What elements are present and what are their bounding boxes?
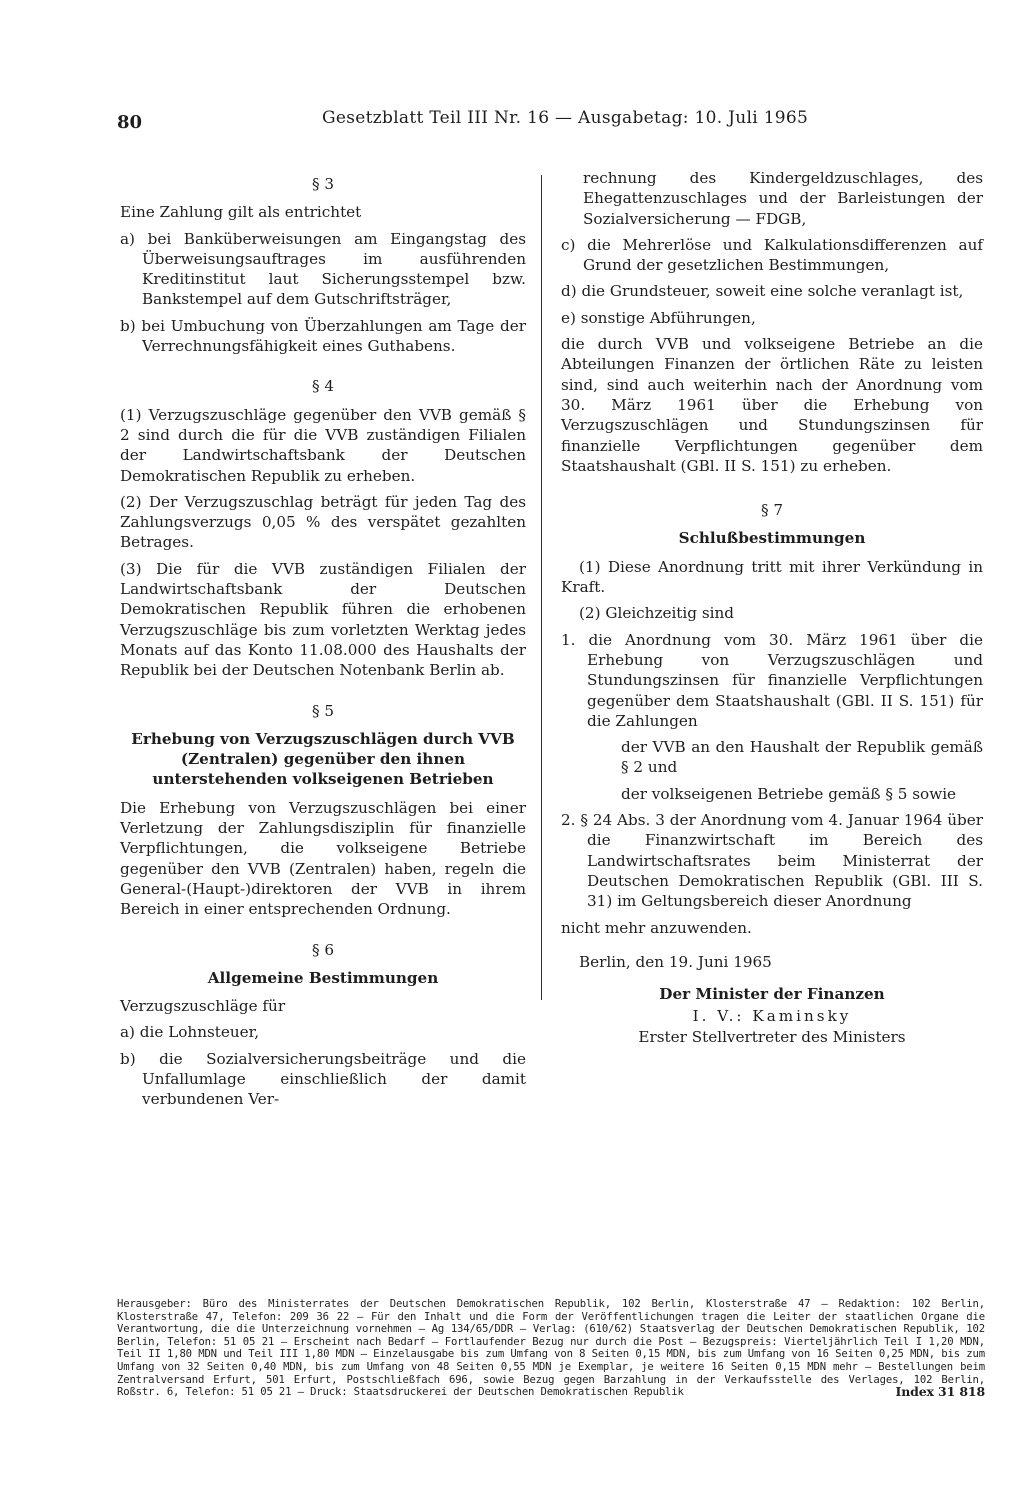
imprint-footer xyxy=(117,1298,985,1399)
section-5-paragraph: Die Erhebung von Verzugszuschlägen bei einer Verletzung der Zahlungsdisziplin für finanzielle Verpflichtungen, die volkseigene Betriebe gegenüber den VVB (Zentralen) haben, regeln die General-(Haupt-)direktoren der VVB in ihrem Bereich in einer entsprechenden Ordnung. xyxy=(120,798,526,919)
section-7-paragraph-1: (1) Diese Anordnung tritt mit ihrer Verkündung in Kraft. xyxy=(561,557,983,597)
section-7-closing: nicht mehr anzuwenden. xyxy=(561,918,752,937)
page-number: 80 xyxy=(117,112,143,133)
section-5-number: § 5 xyxy=(311,701,335,720)
section-5-title: Erhebung von Verzugszuschlägen durch VVB (Zentralen) gegenüber den ihnen unterstehenden volkseigenen Betrieben xyxy=(131,729,515,789)
section-6-item-b-continued: rechnung des Kindergeldzuschlages, des Ehegattenzuschlages und der Barleistungen der Sozialversicherung — FDGB, xyxy=(583,169,983,228)
signature-title: Der Minister der Finanzen xyxy=(659,985,885,1004)
section-4-number: § 4 xyxy=(311,377,335,396)
section-7-item-1: 1. die Anordnung vom 30. März 1961 über die Erhebung von Verzugszuschlägen und Stundungszinsen für finanzielle Verpflichtungen gegenüber dem Staatshaushalt (GBl. II S. 151) für die Zahlungen xyxy=(561,630,983,730)
section-6-item-a: a) die Lohnsteuer, xyxy=(120,1023,260,1042)
signature-name: I. V.: Kaminsky xyxy=(692,1007,852,1026)
section-4-paragraph-3: (3) Die für die VVB zuständigen Filialen der Landwirtschaftsbank der Deutschen Demokratischen Republik führen die erhobenen Verzugszuschläge bis zum vorletzten Werktag jedes Monats auf das Konto 11.08.000 des Haushalts der Republik bei der Deutschen Notenbank Berlin ab. xyxy=(120,559,526,680)
section-7-item-1b: der volkseigenen Betriebe gemäß § 5 sowie xyxy=(621,784,957,803)
column-rule xyxy=(541,175,542,1000)
section-6-intro: Verzugszuschläge für xyxy=(120,997,286,1016)
section-3-item-a: a) bei Banküberweisungen am Eingangstag des Überweisungsauftrages im ausführenden Kreditinstitut laut Sicherungsstempel bzw. Bankstempel auf dem Gutschriftsträger, xyxy=(120,229,526,309)
section-3-item-b: b) bei Umbuchung von Überzahlungen am Tage der Verrechnungsfähigkeit eines Guthabens. xyxy=(120,316,526,356)
left-column xyxy=(120,168,526,1116)
section-7-number: § 7 xyxy=(760,501,784,520)
section-3-number: § 3 xyxy=(311,175,335,193)
signature-role: Erster Stellvertreter des Ministers xyxy=(638,1027,906,1046)
section-7-item-2: 2. § 24 Abs. 3 der Anordnung vom 4. Januar 1964 über die Finanzwirtschaft im Bereich des Landwirtschaftsrates beim Ministerrat der Deutschen Demokratischen Republik (GBl. III S. 31) im Geltungsbereich dieser Anordnung xyxy=(561,811,983,911)
section-4-paragraph-1: (1) Verzugszuschläge gegenüber den VVB gemäß § 2 sind durch die für die VVB zuständigen Filialen der Landwirtschaftsbank der Deutschen Demokratischen Republik zu erheben. xyxy=(120,405,526,485)
section-7-item-1a: der VVB an den Haushalt der Republik gemäß § 2 und xyxy=(621,738,983,777)
section-7-title: Schlußbestimmungen xyxy=(678,529,866,548)
section-7-paragraph-2: (2) Gleichzeitig sind xyxy=(579,604,734,623)
section-6-item-c: c) die Mehrerlöse und Kalkulationsdifferenzen auf Grund der gesetzlichen Bestimmungen, xyxy=(561,235,983,275)
section-4-paragraph-2: (2) Der Verzugszuschlag beträgt für jeden Tag des Zahlungsverzugs 0,05 % des verspätet gezahlten Betrages. xyxy=(120,492,526,552)
running-head: Gesetzblatt Teil III Nr. 16 — Ausgabetag: 10. Juli 1965 xyxy=(322,108,809,128)
place-and-date: Berlin, den 19. Juni 1965 xyxy=(579,952,772,971)
right-column xyxy=(561,168,983,1047)
section-6-number: § 6 xyxy=(311,940,335,959)
section-3-intro: Eine Zahlung gilt als entrichtet xyxy=(120,203,362,222)
section-6-item-b: b) die Sozialversicherungsbeiträge und die Unfallumlage einschließlich der damit verbundenen Ver- xyxy=(120,1049,526,1109)
index-number: Index 31 818 xyxy=(895,1384,985,1400)
section-6-item-d: d) die Grundsteuer, soweit eine solche veranlagt ist, xyxy=(561,282,964,301)
section-6-closing: die durch VVB und volkseigene Betriebe an die Abteilungen Finanzen der örtlichen Räte zu leisten sind, sind auch weiterhin nach der Anordnung vom 30. März 1961 über die Erhebung von Verzugszuschlägen und Stundungszinsen für finanzielle Verpflichtungen gegenüber dem Staatshaushalt (GBl. II S. 151) zu erheben. xyxy=(561,335,983,475)
imprint-text: Herausgeber: Büro des Ministerrates der Deutschen Demokratischen Republik, 102 Berlin, Klosterstraße 47 — Redaktion: 102 Berlin, Klosterstraße 47, Telefon: 209 36 22 — Für den Inhalt und die Form der Veröffentlichungen tragen die Leiter der staatlichen Organe die Verantwortung, die die Unterzeichnung vornehmen — Ag 134/65/DDR — Verlag: (610/62) Staatsverlag der Deutschen Demokratischen Republik, 102 Berlin, Telefon: 51 05 21 — Erscheint nach Bedarf — Fortlaufender Bezug nur durch die Post — Bezugspreis: Vierteljährlich Teil I 1,20 MDN, Teil II 1,80 MDN und Teil III 1,80 MDN — Einzelausgabe bis zum Umfang von 8 Seiten 0,15 MDN, bis zum Umfang von 16 Seiten 0,25 MDN, bis zum Umfang von 32 Seiten 0,40 MDN, bis zum Umfang von 48 Seiten 0,55 MDN je Exemplar, je weitere 16 Seiten 0,15 MDN mehr — Bestellungen beim Zentralversand Erfurt, 501 Erfurt, Postschließfach 696, sowie Bezug gegen Barzahlung in der Verkaufsstelle des Verlages, 102 Berlin, Roßstr. 6, Telefon: 51 05 21 — Druck: Staatsdruckerei der Deutschen Demokratischen Republik xyxy=(117,1298,985,1399)
section-6-item-e: e) sonstige Abführungen, xyxy=(561,308,756,327)
section-6-title: Allgemeine Bestimmungen xyxy=(207,968,439,987)
